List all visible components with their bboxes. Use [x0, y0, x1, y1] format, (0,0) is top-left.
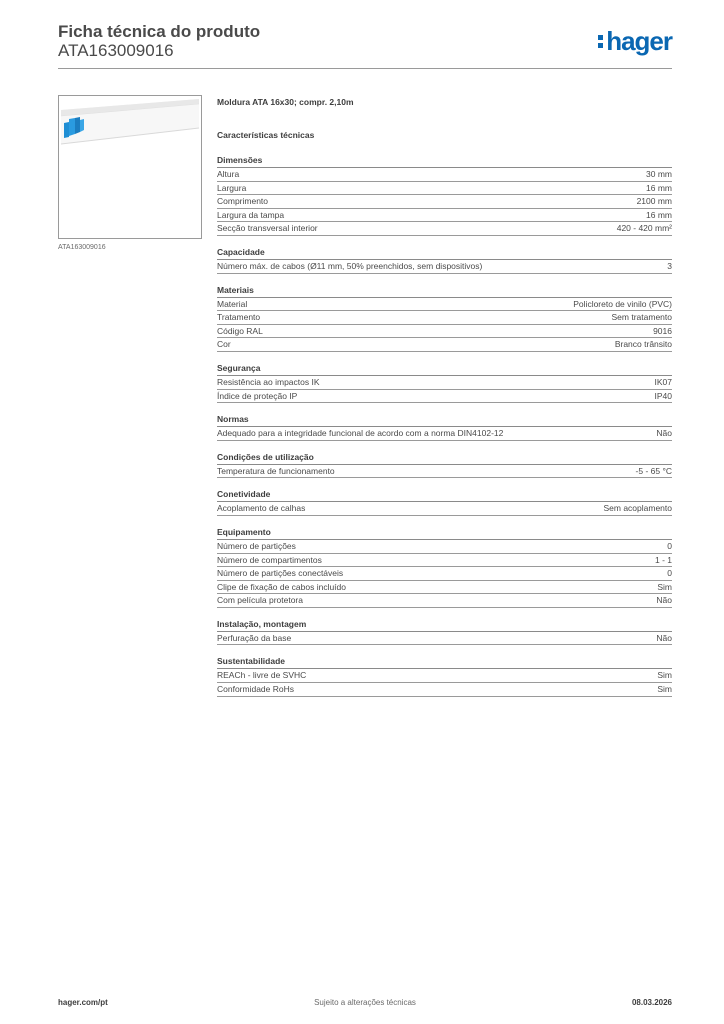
spec-section: [217, 526, 672, 608]
spec-section: [217, 618, 672, 646]
spec-value: 420 - 420 mm²: [616, 223, 672, 234]
spec-value: 16 mm: [646, 209, 672, 220]
footer-disclaimer: Sujeito a alterações técnicas: [314, 998, 416, 1007]
spec-label: Índice de proteção IP: [217, 390, 298, 401]
spec-label: Comprimento: [217, 196, 269, 207]
section-title: Condições de utilização: [217, 451, 672, 465]
section-title: Instalação, montagem: [217, 618, 672, 632]
footer-website: hager.com/pt: [58, 998, 108, 1007]
hager-logo: [598, 26, 672, 57]
spec-row: [217, 502, 672, 516]
section-title: Segurança: [217, 362, 672, 376]
logo-text: hager: [606, 26, 672, 56]
section-title: Materiais: [217, 284, 672, 298]
spec-value: Não: [656, 632, 672, 643]
spec-value: Sem acoplamento: [603, 503, 672, 514]
header-divider: [58, 68, 672, 69]
spec-label: Material: [217, 298, 248, 309]
spec-label: Adequado para a integridade funcional de acordo com a norma DIN4102-12: [217, 428, 504, 439]
trunking-illustration-icon: [59, 96, 201, 238]
spec-row: [217, 683, 672, 697]
spec-value: 2100 mm: [636, 196, 672, 207]
spec-row: [217, 376, 672, 390]
section-title: Normas: [217, 413, 672, 427]
spec-value: Sim: [657, 684, 672, 695]
spec-row: [217, 427, 672, 441]
spec-label: Temperatura de funcionamento: [217, 465, 335, 476]
spec-value: 0: [667, 568, 672, 579]
spec-value: Sem tratamento: [611, 312, 672, 323]
spec-row: [217, 338, 672, 352]
spec-row: [217, 567, 672, 581]
spec-value: 3: [667, 260, 672, 271]
footer-date: 08.03.2026: [631, 998, 672, 1007]
section-title: Capacidade: [217, 246, 672, 260]
spec-value: 30 mm: [646, 169, 672, 179]
section-title: Equipamento: [217, 526, 672, 540]
section-title: Dimensões: [217, 154, 672, 168]
spec-row: [217, 540, 672, 554]
spec-label: Código RAL: [217, 325, 263, 336]
spec-row: [217, 465, 672, 479]
logo-dots-icon: [598, 31, 604, 51]
spec-value: Sim: [657, 670, 672, 681]
spec-label: Resistência ao impactos IK: [217, 376, 320, 387]
product-image: [58, 95, 202, 239]
spec-section: [217, 246, 672, 274]
spec-label: Número máx. de cabos (Ø11 mm, 50% preenchidos, sem dispositivos): [217, 260, 483, 271]
spec-value: IP40: [654, 390, 672, 401]
page-title: Ficha técnica do produto: [58, 22, 261, 41]
spec-row: [217, 298, 672, 312]
spec-label: Número de partições: [217, 540, 296, 551]
spec-label: Conformidade RoHs: [217, 684, 295, 695]
spec-label: Altura: [217, 169, 240, 179]
spec-value: 1 - 1: [654, 554, 672, 565]
spec-value: 16 mm: [646, 182, 672, 193]
spec-label: Acoplamento de calhas: [217, 503, 306, 514]
spec-label: Com película protetora: [217, 595, 303, 606]
spec-section: [217, 154, 672, 236]
spec-row: [217, 209, 672, 223]
page-header: [58, 18, 672, 70]
spec-row: [217, 581, 672, 595]
spec-section: [217, 362, 672, 403]
spec-row: [217, 311, 672, 325]
spec-label: Largura da tampa: [217, 209, 285, 220]
spec-label: Número de partições conectáveis: [217, 568, 344, 579]
spec-value: Branco trânsito: [614, 339, 672, 350]
spec-label: Cor: [217, 339, 231, 350]
spec-value: Não: [656, 595, 672, 606]
spec-row: [217, 195, 672, 209]
product-name: Moldura ATA 16x30; compr. 2,10m: [217, 97, 354, 107]
spec-label: Clipe de fixação de cabos incluído: [217, 581, 346, 592]
spec-row: [217, 222, 672, 236]
section-title: Sustentabilidade: [217, 655, 672, 669]
spec-value: IK07: [654, 376, 672, 387]
spec-row: [217, 168, 672, 182]
spec-label: REACh - livre de SVHC: [217, 670, 307, 681]
spec-row: [217, 182, 672, 196]
spec-row: [217, 554, 672, 568]
spec-section: [217, 451, 672, 479]
spec-label: Tratamento: [217, 312, 261, 323]
spec-row: [217, 325, 672, 339]
specifications-panel: [217, 96, 672, 697]
spec-section: [217, 655, 672, 696]
spec-row: [217, 390, 672, 404]
spec-value: -5 - 65 °C: [635, 465, 672, 476]
spec-value: Não: [656, 428, 672, 439]
spec-value: 9016: [653, 325, 672, 336]
spec-value: Policloreto de vinilo (PVC): [573, 298, 672, 309]
spec-row: [217, 594, 672, 608]
spec-value: Sim: [657, 581, 672, 592]
spec-value: 0: [667, 540, 672, 551]
spec-label: Largura: [217, 182, 247, 193]
spec-label: Perfuração da base: [217, 632, 292, 643]
spec-row: [217, 260, 672, 274]
spec-row: [217, 632, 672, 646]
spec-label: Número de compartimentos: [217, 554, 322, 565]
image-caption: ATA163009016: [58, 244, 106, 251]
section-title: Conetividade: [217, 488, 672, 502]
technical-characteristics-heading: Características técnicas: [217, 130, 315, 140]
spec-label: Secção transversal interior: [217, 223, 318, 234]
spec-row: [217, 669, 672, 683]
spec-section: [217, 284, 672, 352]
spec-section: [217, 413, 672, 441]
spec-sections: [217, 154, 672, 697]
product-reference: ATA163009016: [58, 41, 174, 60]
spec-section: [217, 488, 672, 516]
